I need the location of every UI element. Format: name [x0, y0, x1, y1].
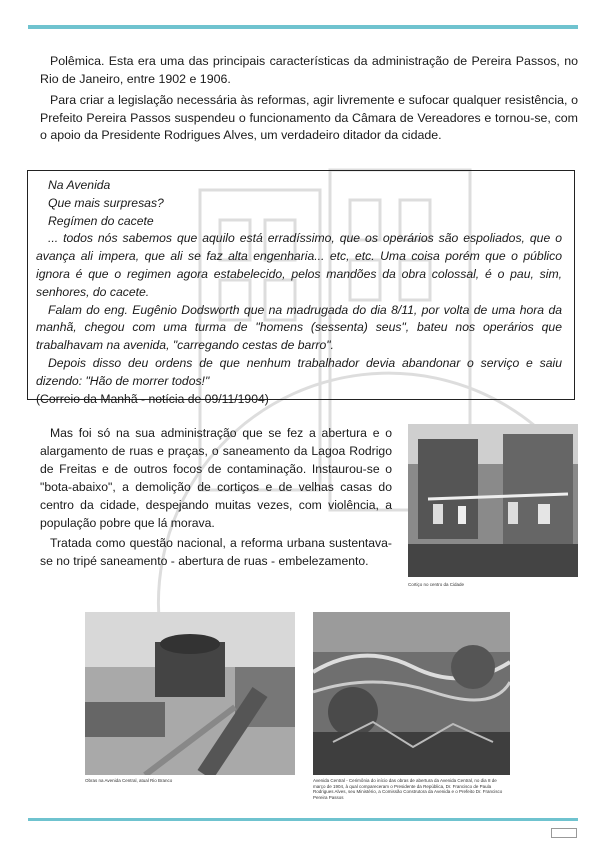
- quote-paragraph-2: Falam do eng. Eugênio Dodsworth que na madrugada do dia 8/11, por volta de uma hora da manhã, chegou com uma turma de "homens (sessenta) seus", bateu nos operários que trabalhavam na avenida, "carregando cestas de barro".: [36, 302, 562, 353]
- intro-paragraph-2: Para criar a legislação necessária às reformas, agir livremente e sufocar qualquer resistência, o Prefeito Pereira Passos suspendeu o funcionamento da Câmara de Vereadores e tornou-se, com o apoio da Presidente Rodrigues Alves, um verdadeiro ditador da cidade.: [40, 93, 578, 142]
- quote-source: (Correio da Manhã - notícia de 09/11/1904): [36, 391, 269, 406]
- reform-text: [40, 424, 392, 572]
- intro-paragraph-1: Polêmica. Esta era uma das principais características da administração de Pereira Passos, no Rio de Janeiro, entre 1902 e 1906.: [40, 54, 578, 86]
- bottom-rule: [28, 818, 578, 821]
- quote-paragraph-3: Depois disso deu ordens de que nenhum trabalhador devia abandonar o serviço e saiu dizendo: "Hão de morrer todos!": [36, 355, 562, 388]
- top-rule: [28, 25, 578, 29]
- quote-line-2: Que mais surpresas?: [48, 195, 164, 210]
- quote-line-3: Regímen do cacete: [48, 213, 154, 228]
- intro-text: [40, 53, 578, 149]
- cortico-photo: [408, 424, 578, 577]
- avenida-photo: [313, 612, 510, 775]
- newspaper-quote-box: [27, 170, 575, 406]
- reform-paragraph-2: Tratada como questão nacional, a reforma urbana sustentava-se no tripé saneamento - abertura de ruas - embelezamento.: [40, 536, 392, 568]
- reform-paragraph-1: Mas foi só na sua administração que se fez a abertura e o alargamento de ruas e praças, o saneamento da Lagoa Rodrigo de Freitas e de outros focos de contaminação. Instaurou-se o "bota-abaixo", a demolição de cortiços e de velhas casas do centro da cidade, despejando muitas vezes, com violência, a população pobre que lá morava.: [40, 426, 392, 530]
- obras-photo: [85, 612, 295, 775]
- quote-paragraph-1: ... todos nós sabemos que aquilo está erradíssimo, que os operários são espoliados, que o avança ali impera, que ali se faz alta engenharia... etc, etc. Uma coisa porém que o público ignora é que o regimen agora estabelecido, pelos mandões da obra colossal, é o pau, sim, senhores, do cacete.: [36, 231, 562, 299]
- cortico-caption: Cortiço no centro da Cidade: [408, 582, 465, 587]
- quote-line-1: Na Avenida: [48, 178, 111, 192]
- footer-stamp: [551, 828, 577, 838]
- avenida-caption: Avenida Central - Cerimônia do início das obras de abertura da Avenida Central, no dia 8 de março de 1904, à qual compareceram o Presidente da República, Dr. Francisco de Paula Rodrigues Alves, seu Ministério, a Comissão Construtora da Avenida e o Prefeito Dr. Francisco Pereira Passos: [313, 778, 503, 800]
- obras-caption: Obras na Avenida Central, atual Rio Branco: [85, 778, 173, 783]
